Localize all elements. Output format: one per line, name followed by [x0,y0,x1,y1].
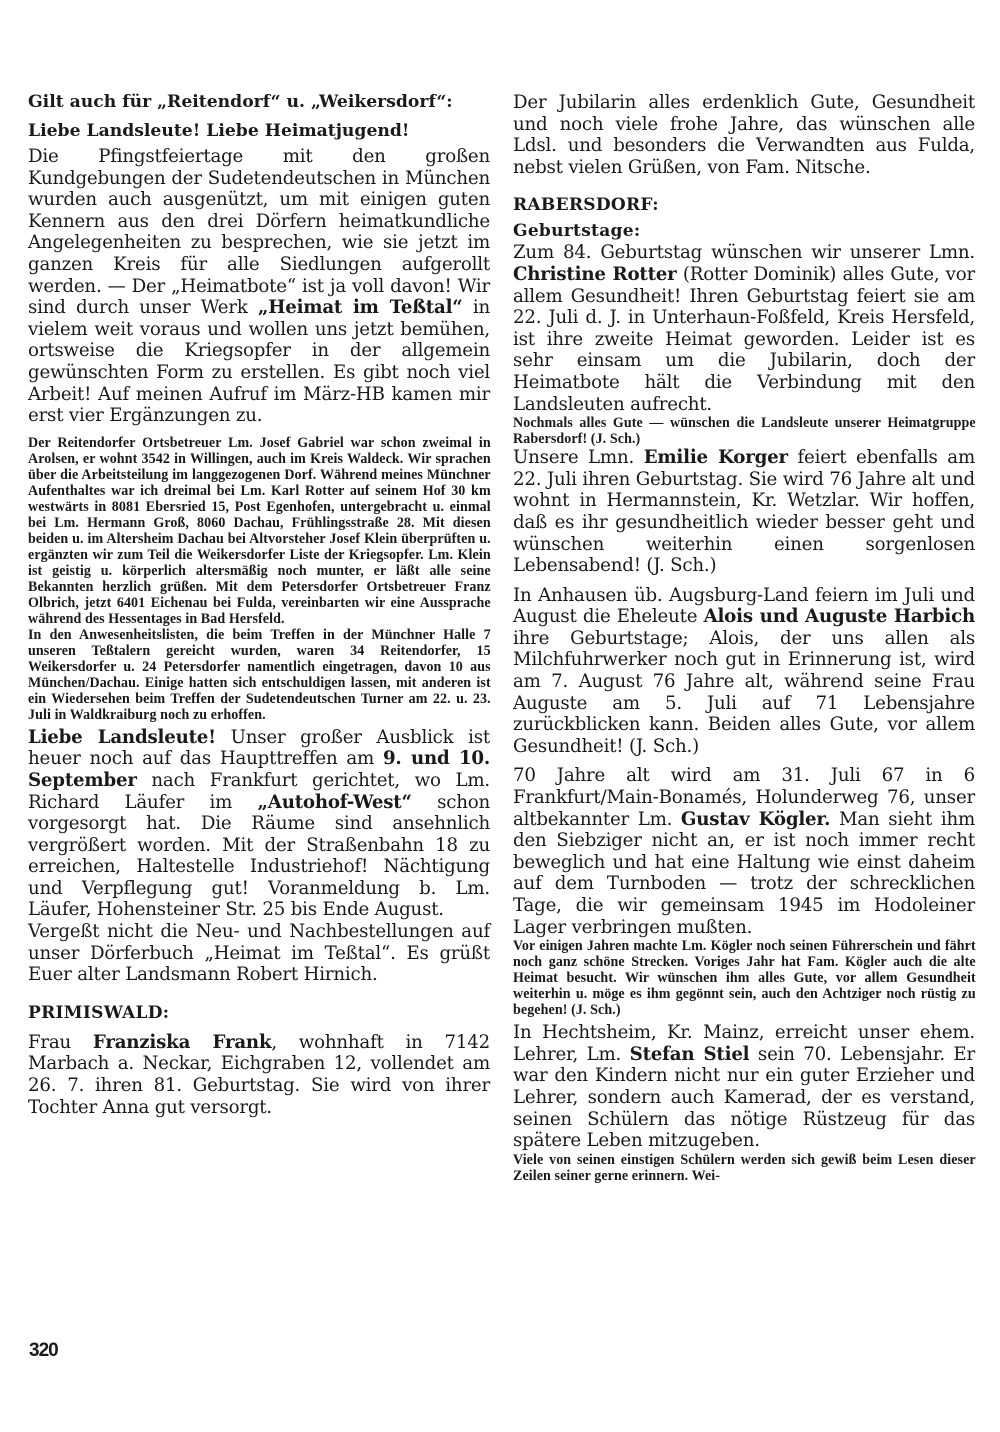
text: Unser großer Ausblick ist heuer noch auf das Haupttreffen am [28,726,490,770]
heading-greeting: Liebe Landsleute! Liebe Heimatjugend! [28,121,410,141]
paragraph-stefan-stiel [513,1022,975,1152]
paragraph-jubilarin: Der Jubilarin alles erdenklich Gute, Gesundheit und noch viele frohe Jahre, das wünschen alle Ldsl. und besonders die Verwandten aus Fulda, nebst vielen Grüßen, von Fam. Nitsche. [513,92,975,178]
section-heading-rabersdorf: RABERSDORF: [513,195,659,216]
small-paragraph-nochmals: Nochmals alles Gute — wünschen die Landsleute unserer Heimatgruppe Rabersdorf! (J. Sch.) [513,415,976,448]
bold-date: 9. und 10. September [28,748,490,791]
bold-name: Franziska Frank [92,1031,272,1053]
text: In Anhausen üb. Augsburg-Land feiern im Juli und August die Eheleute [513,584,975,628]
small-paragraph-fuehrerschein: Vor einigen Jahren machte Lm. Kögler noch seinen Führerschein und fährt noch ganz schöne Strecken. Voriges Jahr hat Fam. Kögler auch die alte Heimat besucht. Wir wünschen ihm alles Gute, vor allem Gesundheit weiterhin u. möge es ihm gegönnt sein, auch den Achtziger noch rüstig zu begehen! (J. Sch.) [513,938,976,1019]
small-paragraph-schueler: Viele von seinen einstigen Schülern werden sich gewiß beim Lesen dieser Zeilen seiner gerne erinnern. Wei- [513,1151,976,1184]
text: Die Pfingstfeiertage mit den großen Kundgebungen der Sudetendeutschen in München wurden auch ausgenützt, um mit einigen guten Kennern aus den drei Dörfern heimatkundliche Angelegenheiten zu besprechen, wie sie jetzt im ganzen Kreis für alle Siedlungen aufgerollt werden. — Der „Heimatbote“ ist ja voll davon! Wir sind durch unser Werk [28,146,490,319]
text: (Rotter Dominik) alles Gute, vor allem Gesundheit! Ihren Geburtstag feiert sie am 22. Juli d. J. in Unterhaun-Foßfeld, Kreis Hersfeld, ist ihre zweite Heimat geworden. Leider ist es sehr einsam um die Jubilarin, doch der Heimatbote hält die Verbindung mit den Landsleuten aufrecht. [513,263,976,415]
subsection-heading-geburtstage: Geburtstage: [513,221,641,242]
bold-venue: „Autohof-West“ [257,791,412,813]
section-heading-primiswald: PRIMISWALD: [28,1002,170,1023]
text: schon vorgesorgt hat. Die Räume sind ansehnlich vergrößert worden. Mit der Straßenbahn 18 zu erreichen, Haltestelle Industriehof! Nächtigung und Verpflegung gut! Voranmeldung b. Lm. Läufer, Hohensteiner Str. 25 bis Ende August. [28,791,490,921]
text: 70 Jahre alt wird am 31. Juli 67 in 6 Frankfurt/Main-Bonamés, Holunderweg 76, unser altbekannter Lm. [513,765,975,830]
text: Man sieht ihm den Siebziger nicht an, er ist noch immer recht beweglich und hat eine Haltung wie einst daheim auf dem Turnboden — trotz der schrecklichen Tage, die wir gemeinsam 1945 im Hodoleiner Lager verbringen mußten. [513,808,975,938]
text: feiert ebenfalls am 22. Juli ihren Geburtstag. Sie wird 76 Jahre alt und wohnt in Hermannstein, Kr. Wetzlar. Wir hoffen, daß es ihr gesundheitlich wieder besser geht und wünschen weiterhin einen sorgenlosen Lebensabend! (J. Sch.) [513,447,975,577]
paragraph-franziska-frank [28,1032,490,1118]
paragraph-gustav-koegler [513,765,975,938]
bold-name: Gustav Kögler. [680,808,831,830]
paragraph-harbich [513,585,975,758]
page-number: 320 [29,1340,58,1361]
bold-name: Alois und Auguste Harbich [703,606,975,628]
text: sein 70. Lebensjahr. Er war den Kindern nicht nur ein guter Erzieher und Lehrer, sondern auch Kamerad, der es verstand, seinen Schülern das nötige Rüstzeug für das spätere Leben mitzugeben. [513,1043,975,1152]
text: nach Frankfurt gerichtet, wo Lm. Richard Läufer im [28,769,490,813]
text: in vielem weit voraus und wollen uns jetzt bemühen, ortsweise die Kriegsopfer in der allgemein gewünschten Form zu erstellen. Es gibt noch viel Arbeit! Auf meinen Aufruf im März-HB kamen mir erst vier Ergänzungen zu. [28,297,491,427]
bold-greeting: Liebe Landsleute! [28,726,216,748]
text: Frau [28,1031,93,1053]
paragraph-haupttreffen [28,727,490,921]
bold-name: Christine Rotter [513,263,677,285]
heading-reitendorf-weikersdorf: Gilt auch für „Reitendorf“ u. „Weikersdorf“: [28,92,453,112]
text: ihre Geburtstage; Alois, der uns allen als Milchfuhrwerker noch gut in Erinnerung ist, wird am 7. August 76 Jahre alt, während seine Frau Auguste am 5. Juli auf 71 Lebensjahre zurückblicken kann. Beiden alles Gute, vor allem Gesundheit! (J. Sch.) [513,627,975,757]
paragraph-pfingsten [28,146,490,427]
text: , wohnhaft in 7142 Marbach a. Neckar, Eichgraben 12, vollendet am 26. 7. ihren 81. Geburtstag. Sie wird von ihrer Tochter Anna gut versorgt. [28,1031,490,1118]
bold-book-title: „Heimat im Teßtal“ [257,297,463,319]
left-column [28,92,490,1118]
paragraph-nachbestellungen: Vergeßt nicht die Neu- und Nachbestellungen auf unser Dörferbuch „Heimat im Teßtal“. Es grüßt Euer alter Landsmann Robert Hirnich. [28,921,490,986]
small-paragraph-ortsbetreuer: Der Reitendorfer Ortsbetreuer Lm. Josef Gabriel war schon zweimal in Arolsen, er wohnt 3542 in Willingen, auch im Kreis Waldeck. Wir sprachen über die Arbeitsteilung im langgezogenen Dorf. Während meines Münchner Aufenthaltes war ich dreimal bei Lm. Karl Rotter auf seinem Hof 30 km westwärts in 8081 Ebersried 15, Post Egenhofen, untergebracht u. einmal bei Lm. Hermann Groß, 8060 Dachau, Frühlingsstraße 28. Mit diesen beiden u. im Altersheim Dachau bei Altvorsteher Josef Klein überprüften u. ergänzten wir zum Teil die Weikersdorfer Liste der Kriegsopfer. Lm. Klein ist geistig u. körperlich altersmäßig noch munter, er läßt alle seine Bekannten herzlich grüßen. Mit dem Petersdorfer Ortsbetreuer Franz Olbrich, jetzt 6401 Eichenau bei Fulda, vereinbarten wir eine Aussprache während des Hessentages in Bad Hersfeld. [28,434,491,627]
small-paragraph-anwesenheitslisten: In den Anwesenheitslisten, die beim Treffen in der Münchner Halle 7 unseren Teßtalern gereicht wurden, waren 34 Reitendorfer, 15 Weikersdorfer u. 24 Petersdorfer namentlich eingetragen, davon 10 aus München/Dachau. Einige hatten sich entschuldigen lassen, mit anderen ist ein Wiedersehen beim Treffen der Sudetendeutschen Turner am 22. u. 23. Juli in Waldkraiburg noch zu erhoffen. [28,626,491,723]
bold-name: Stefan Stiel [629,1043,750,1065]
bold-name: Emilie Korger [643,447,788,469]
text: In Hechtsheim, Kr. Mainz, erreicht unser ehem. Lehrer, Lm. [513,1022,975,1065]
right-column [513,92,975,1184]
text: Zum 84. Geburtstag wünschen wir unserer Lmn. [513,242,975,264]
paragraph-emilie-korger [513,447,975,577]
text: Unsere Lmn. [513,447,644,469]
paragraph-christine-rotter [513,242,975,415]
